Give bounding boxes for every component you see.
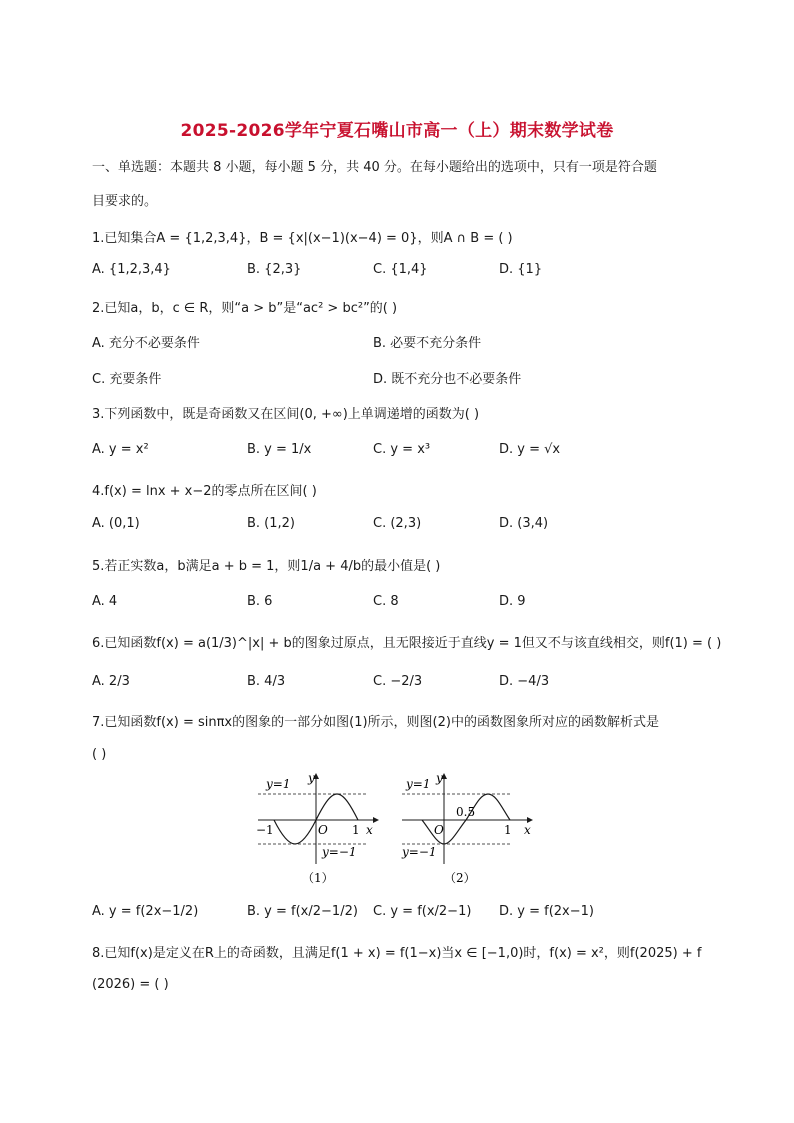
q3-option-c: C. y = x³ xyxy=(373,442,431,457)
fig1-label-y-eq-neg1: y=−1 xyxy=(322,845,357,859)
fig2-caption: （2） xyxy=(444,871,476,885)
question-2-stem: 2.已知a，b，c ∈ R，则“a > b”是“ac² > bc²”的( ) xyxy=(92,301,398,316)
fig1-caption: （1） xyxy=(302,871,334,885)
q5-option-c: C. 8 xyxy=(373,594,399,609)
q6-option-d: D. −4/3 xyxy=(499,674,550,689)
q3-option-d: D. y = √x xyxy=(499,442,561,457)
fig2-origin-label: O xyxy=(434,823,444,837)
q4-option-a: A. (0,1) xyxy=(92,516,140,531)
q5-option-a: A. 4 xyxy=(92,594,118,609)
q2-option-a: A. 充分不必要条件 xyxy=(92,336,200,351)
fig1-tick-1: 1 xyxy=(352,823,360,837)
q3-option-b: B. y = 1/x xyxy=(247,442,312,457)
question-7-figure xyxy=(250,768,550,892)
question-5-stem: 5.若正实数a，b满足a + b = 1，则1/a + 4/b的最小值是( ) xyxy=(92,559,441,574)
q4-option-d: D. (3,4) xyxy=(499,516,549,531)
fig2-y-axis-label: y xyxy=(436,771,443,785)
section-instructions-line-1: 一、单选题：本题共 8 小题，每小题 5 分，共 40 分。在每小题给出的选项中，只有一项是符合题 xyxy=(92,160,657,175)
question-7-stem-line-2: ( ) xyxy=(92,747,107,762)
q7-option-c: C. y = f(x/2−1) xyxy=(373,904,472,919)
q3-option-a: A. y = x² xyxy=(92,442,149,457)
question-3-stem: 3.下列函数中，既是奇函数又在区间(0, +∞)上单调递增的函数为( ) xyxy=(92,407,480,422)
q5-option-b: B. 6 xyxy=(247,594,273,609)
figure-2-graph xyxy=(401,771,532,885)
exam-title: 2025-2026学年宁夏石嘴山市高一（上）期末数学试卷 xyxy=(180,121,614,141)
q1-option-a: A. {1,2,3,4} xyxy=(92,262,171,277)
fig1-y-axis-label: y xyxy=(308,771,315,785)
q6-option-a: A. 2/3 xyxy=(92,674,130,689)
fig2-label-y-eq-neg1: y=−1 xyxy=(402,845,437,859)
question-6-stem: 6.已知函数f(x) = a(1/3)^|x| + b的图象过原点，且无限接近于直线y = 1但又不与该直线相交，则f(1) = ( ) xyxy=(92,636,722,651)
q4-option-b: B. (1,2) xyxy=(247,516,296,531)
q6-option-b: B. 4/3 xyxy=(247,674,286,689)
question-8-stem-line-2: (2026) = ( ) xyxy=(92,977,169,992)
fig1-origin-label: O xyxy=(318,823,328,837)
section-instructions-line-2: 目要求的。 xyxy=(92,194,158,209)
q2-option-d: D. 既不充分也不必要条件 xyxy=(373,372,522,387)
q2-option-b: B. 必要不充分条件 xyxy=(373,336,482,351)
q1-option-c: C. {1,4} xyxy=(373,262,428,277)
q1-option-d: D. {1} xyxy=(499,262,543,277)
fig2-x-axis-label: x xyxy=(524,823,531,837)
q7-option-d: D. y = f(2x−1) xyxy=(499,904,594,919)
question-1-stem: 1.已知集合A = {1,2,3,4}，B = {x|(x−1)(x−4) = 0}，则A ∩ B = ( ) xyxy=(92,231,513,246)
figure-1-graph xyxy=(256,771,378,885)
q4-option-c: C. (2,3) xyxy=(373,516,422,531)
q6-option-c: C. −2/3 xyxy=(373,674,423,689)
fig1-tick-neg-1: −1 xyxy=(256,823,274,837)
fig1-label-y-eq-1: y=1 xyxy=(266,777,291,791)
question-7-stem-line-1: 7.已知函数f(x) = sinπx的图象的一部分如图(1)所示，则图(2)中的函数图象所对应的函数解析式是 xyxy=(92,715,659,730)
q1-option-b: B. {2,3} xyxy=(247,262,302,277)
q7-option-a: A. y = f(2x−1/2) xyxy=(92,904,199,919)
q5-option-d: D. 9 xyxy=(499,594,526,609)
fig2-label-y-eq-1: y=1 xyxy=(406,777,431,791)
fig2-tick-1: 1 xyxy=(504,823,512,837)
fig2-tick-0-5: 0.5 xyxy=(456,805,476,819)
q2-option-c: C. 充要条件 xyxy=(92,372,162,387)
fig1-x-axis-label: x xyxy=(366,823,373,837)
question-4-stem: 4.f(x) = lnx + x−2的零点所在区间( ) xyxy=(92,484,317,499)
q7-option-b: B. y = f(x/2−1/2) xyxy=(247,904,358,919)
question-8-stem-line-1: 8.已知f(x)是定义在R上的奇函数，且满足f(1 + x) = f(1−x)当x ∈ [−1,0)时，f(x) = x²，则f(2025) + f xyxy=(92,946,702,961)
